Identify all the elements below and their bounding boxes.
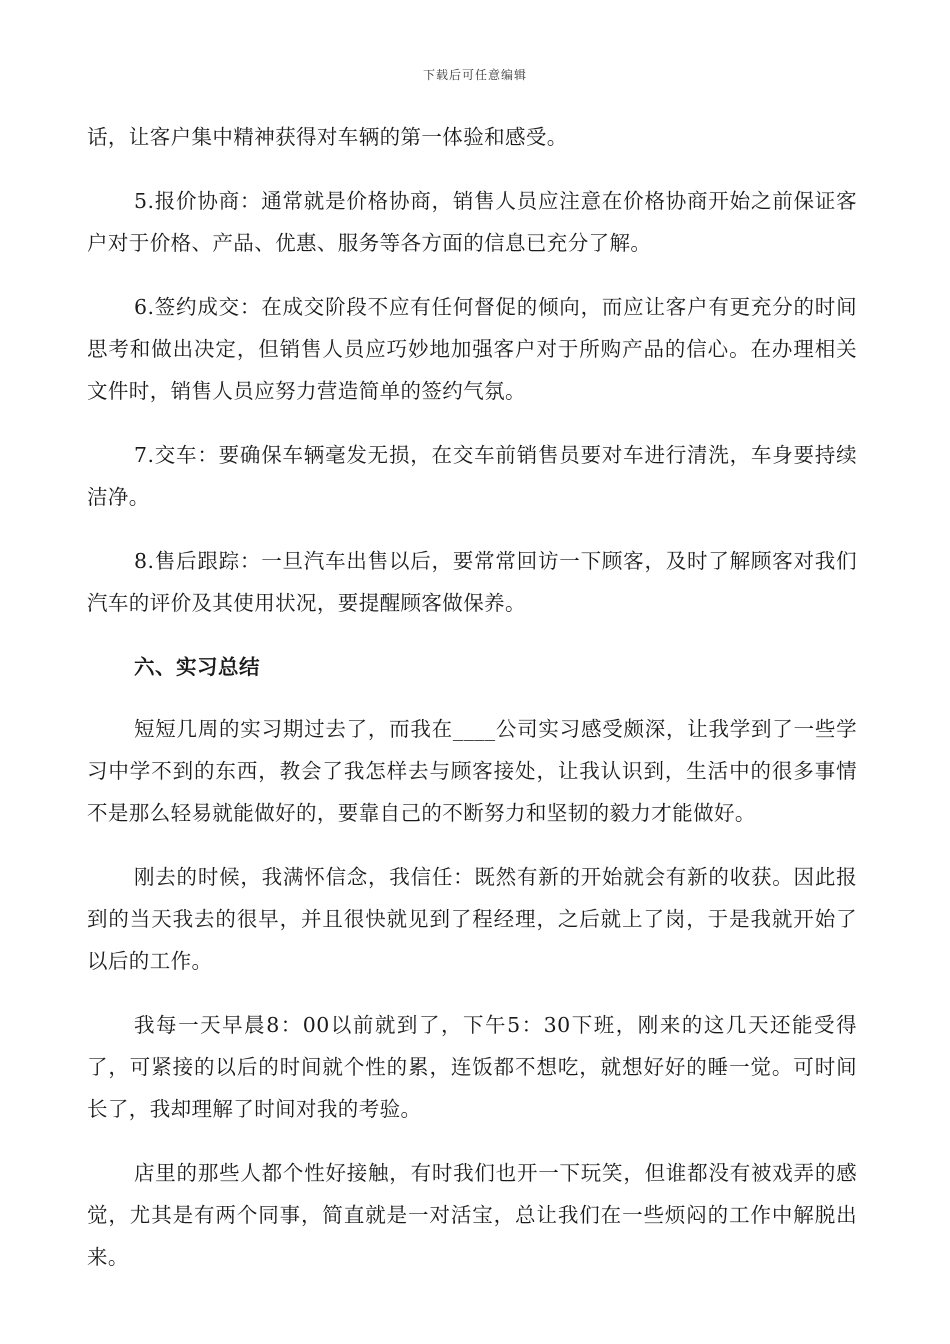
paragraph-summary-1: 短短几周的实习期过去了，而我在____公司实习感受颇深，让我学到了一些学习中学不到的东西，教会了我怎样去与顾客接处，让我认识到，生活中的很多事情不是那么轻易就能做好的，要靠自己的不断努力和坚韧的毅力才能做好。 bbox=[87, 717, 857, 825]
paragraph-summary-2: 刚去的时候，我满怀信念，我信任：既然有新的开始就会有新的收获。因此报到的当天我去的很早，并且很快就见到了程经理，之后就上了岗，于是我就开始了以后的工作。 bbox=[87, 865, 857, 973]
paragraph-summary-3: 我每一天早晨8：00以前就到了，下午5：30下班，刚来的这几天还能受得了，可紧接的以后的时间就个性的累，连饭都不想吃，就想好好的睡一觉。可时间长了，我却理解了时间对我的考验。 bbox=[87, 1013, 857, 1121]
paragraph-summary-4: 店里的那些人都个性好接触，有时我们也开一下玩笑，但谁都没有被戏弄的感觉，尤其是有两个同事，简直就是一对活宝，总让我们在一些烦闷的工作中解脱出来。 bbox=[87, 1161, 857, 1269]
page-header: 下载后可任意编辑 bbox=[422, 68, 527, 82]
paragraph-delivery: 7.交车：要确保车辆毫发无损，在交车前销售员要对车进行清洗，车身要持续洁净。 bbox=[87, 443, 857, 509]
document-body bbox=[87, 116, 857, 1300]
paragraph-continuation: 话，让客户集中精神获得对车辆的第一体验和感受。 bbox=[87, 125, 568, 149]
section-heading: 六、实习总结 bbox=[134, 655, 260, 679]
paragraph-signing: 6.签约成交：在成交阶段不应有任何督促的倾向，而应让客户有更充分的时间思考和做出决定，但销售人员应巧妙地加强客户对于所购产品的信心。在办理相关文件时，销售人员应努力营造简单的签约气氛。 bbox=[87, 295, 857, 403]
paragraph-after-sales: 8.售后跟踪：一旦汽车出售以后，要常常回访一下顾客，及时了解顾客对我们汽车的评价及其使用状况，要提醒顾客做保养。 bbox=[87, 549, 857, 615]
paragraph-quote-negotiation: 5.报价协商：通常就是价格协商，销售人员应注意在价格协商开始之前保证客户对于价格、产品、优惠、服务等各方面的信息已充分了解。 bbox=[87, 189, 857, 255]
